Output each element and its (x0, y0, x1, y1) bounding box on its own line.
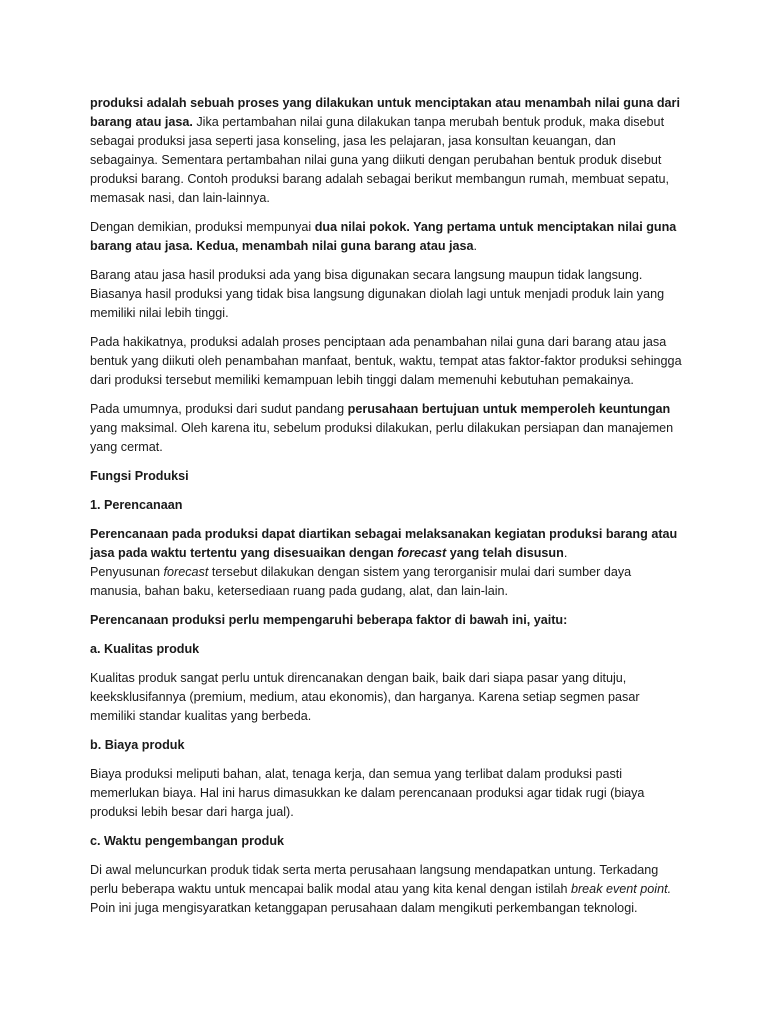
paragraph-hasil-produksi: Barang atau jasa hasil produksi ada yang bisa digunakan secara langsung maupun tidak langsung. Biasanya hasil produksi yang tidak bisa langsung digunakan diolah lagi untuk menjadi produk lain yang memiliki nilai lebih tinggi. (90, 268, 665, 320)
paragraph-text: Pada umumnya, produksi dari sudut pandang (90, 402, 348, 416)
document-page (90, 94, 682, 928)
paragraph-faktor-intro: Perencanaan produksi perlu mempengaruhi beberapa faktor di bawah ini, yaitu: (90, 613, 568, 627)
paragraph-text: . (473, 239, 478, 253)
heading-kualitas-produk: a. Kualitas produk (90, 642, 200, 656)
paragraph-kualitas-produk: Kualitas produk sangat perlu untuk direncanakan dengan baik, baik dari siapa pasar yang dituju, keeksklusifannya (premium, medium, atau ekonomis), dan harganya. Karena setiap segmen pasar memiliki standar kualitas yang berbeda. (90, 671, 640, 723)
heading-perencanaan: 1. Perencanaan (90, 498, 183, 512)
paragraph-biaya-produk: Biaya produksi meliputi bahan, alat, tenaga kerja, dan semua yang terlibat dalam produksi pasti memerlukan biaya. Hal ini harus dimasukkan ke dalam perencanaan produksi agar tidak rugi (biaya produksi lebih besar dari harga jual). (90, 767, 645, 819)
bold-nilai-pokok: dua nilai pokok. Yang pertama untuk menciptakan nilai guna barang atau jasa. Kedua, menambah nilai guna barang atau jasa (90, 220, 677, 253)
italic-forecast: forecast (163, 565, 209, 579)
paragraph-perencanaan (90, 525, 682, 601)
paragraph-hakikat-produksi: Pada hakikatnya, produksi adalah proses penciptaan ada penambahan nilai guna dari barang atau jasa bentuk yang diikuti oleh penambahan manfaat, bentuk, waktu, tempat atas faktor-faktor produksi sehingga dari produksi tersebut memiliki kemampuan lebih tinggi dalam memenuhi kebutuhan pemakainya. (90, 335, 682, 387)
paragraph-nilai-pokok (90, 218, 682, 256)
heading-biaya-produk: b. Biaya produk (90, 738, 185, 752)
paragraph-text: Di awal meluncurkan produk tidak serta merta perusahaan langsung mendapatkan untung. Terkadang perlu beberapa waktu untuk mencapai balik modal atau yang kita kenal dengan istilah (90, 863, 659, 896)
italic-break-event-point: break event point. (570, 882, 672, 896)
paragraph-text: Dengan demikian, produksi mempunyai (90, 220, 315, 234)
paragraph-text: tersebut dilakukan dengan sistem yang terorganisir mulai dari sumber daya manusia, bahan baku, ketersediaan ruang pada gudang, alat, dan lain-lain. (90, 565, 632, 598)
paragraph-definisi-produksi (90, 94, 682, 208)
paragraph-text: Jika pertambahan nilai guna dilakukan tanpa merubah bentuk produk, maka disebut sebagai produksi jasa seperti jasa konseling, jasa les pelajaran, jasa konsultan keuangan, dan sebagainya. Sementara pertambahan nilai guna yang diikuti dengan perubahan bentuk produk disebut produksi barang. Contoh produksi barang adalah sebagai berikut membangun rumah, membuat sepatu, memasak nasi, dan lain-lainnya. (90, 115, 669, 205)
heading-fungsi-produksi: Fungsi Produksi (90, 469, 189, 483)
paragraph-tujuan-perusahaan (90, 400, 682, 457)
bold-tujuan: perusahaan bertujuan untuk memperoleh keuntungan (347, 402, 671, 416)
paragraph-text: Poin ini juga mengisyaratkan ketanggapan perusahaan dalam mengikuti perkembangan teknologi. (90, 901, 638, 915)
bold-text: Perencanaan pada produksi dapat diartikan sebagai melaksanakan kegiatan produksi barang atau jasa pada waktu tertentu yang disesuaikan dengan (90, 527, 678, 560)
bold-perencanaan (90, 527, 677, 560)
paragraph-text: Penyusunan (90, 565, 164, 579)
paragraph-waktu-pengembangan (90, 861, 682, 918)
italic-forecast: forecast (397, 546, 447, 560)
paragraph-text: yang maksimal. Oleh karena itu, sebelum produksi dilakukan, perlu dilakukan persiapan dan manajemen yang cermat. (90, 421, 674, 454)
bold-text: yang telah disusun (446, 546, 564, 560)
paragraph-text: . (563, 546, 568, 560)
heading-waktu-pengembangan: c. Waktu pengembangan produk (90, 834, 285, 848)
bold-definition: produksi adalah sebuah proses yang dilakukan untuk menciptakan atau menambah nilai guna dari barang atau jasa. (90, 96, 680, 129)
